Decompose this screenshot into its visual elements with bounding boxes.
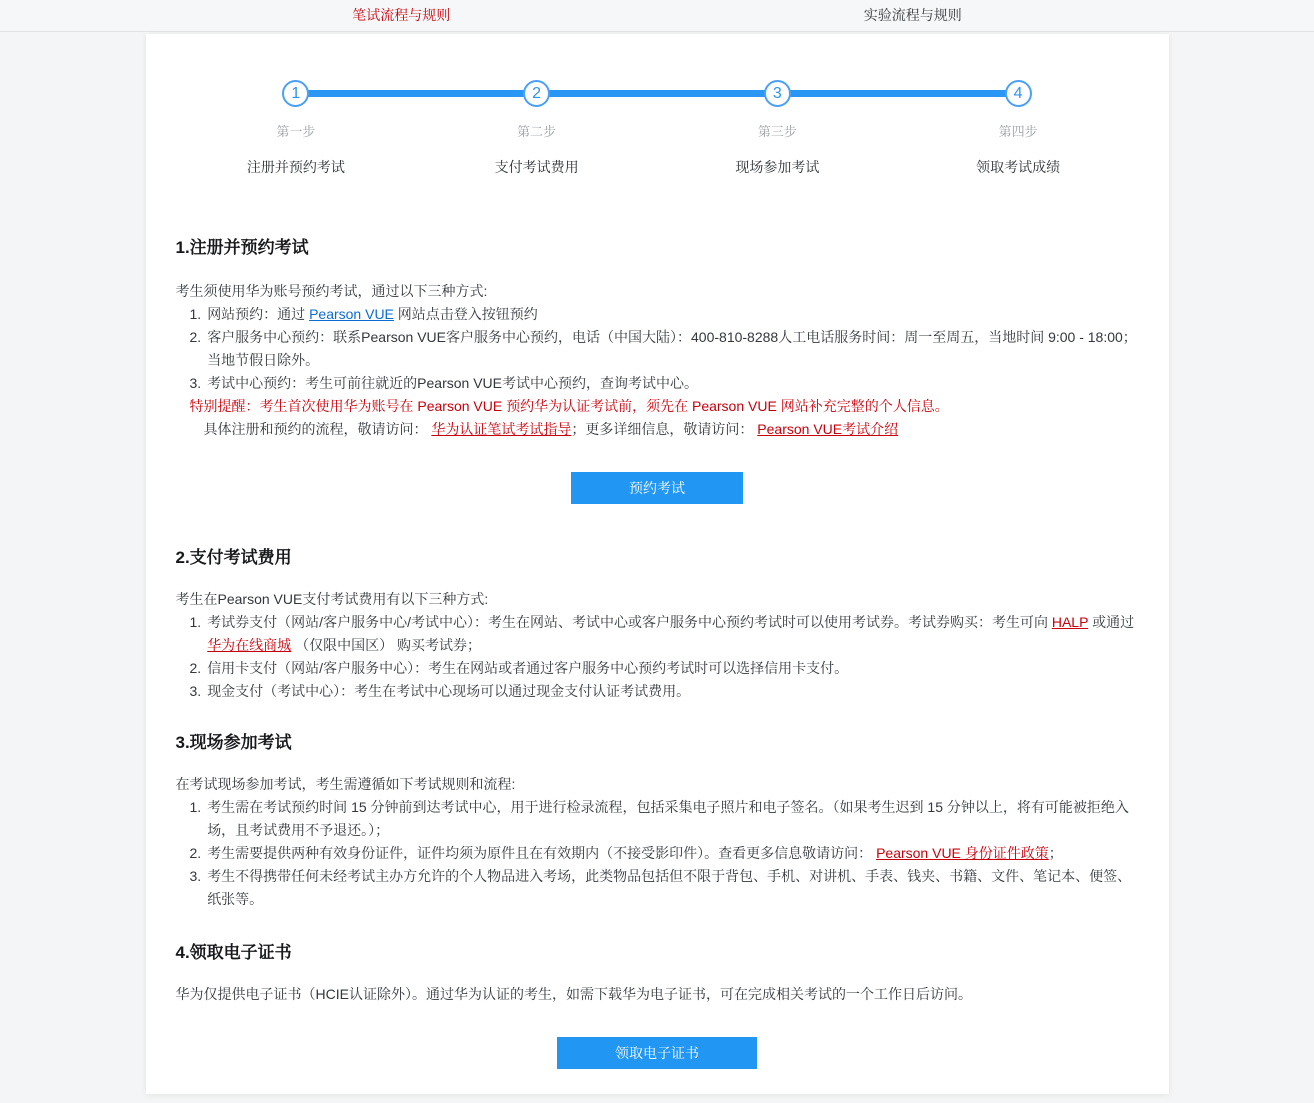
list-item-number: 3. bbox=[189, 683, 202, 699]
list-item-text: 考生需在考试预约时间 15 分钟前到达考试中心，用于进行检录流程，包括采集电子照片和电子签名。（如果考生迟到 15 分钟以上，将有可能被拒绝入场，且考试费用不予退还。）； bbox=[207, 799, 1129, 838]
section-2-title: 2.支付考试费用 bbox=[175, 548, 292, 567]
step-2-label: 第二步 bbox=[517, 124, 557, 139]
list-item bbox=[176, 326, 1139, 372]
list-item bbox=[176, 372, 1139, 395]
list-item-text: 客户服务中心预约：联系Pearson VUE客户服务中心预约，电话（中国大陆）：400-810-8288人工电话服务时间：周一至周五，当地时间 9:00 - 18:00；当地节假日除外。 bbox=[207, 329, 1137, 368]
list-item bbox=[176, 680, 1139, 703]
pearson-vue-link[interactable]: Pearson VUE bbox=[309, 306, 394, 322]
written-exam-guide-link[interactable]: 华为认证笔试考试指导 bbox=[431, 421, 572, 437]
get-ecert-button[interactable]: 领取电子证书 bbox=[557, 1037, 757, 1069]
step-2-circle: 2 bbox=[523, 80, 550, 107]
list-item-text: 信用卡支付（网站/客户服务中心）：考生在网站或者通过客户服务中心预约考试时可以选择信用卡支付。 bbox=[207, 660, 849, 676]
section-1-title: 1.注册并预约考试 bbox=[175, 238, 309, 257]
step-3-circle: 3 bbox=[764, 80, 791, 107]
list-item-number: 2. bbox=[189, 845, 202, 861]
section-2-intro: 考生在Pearson VUE支付考试费用有以下三种方式: bbox=[175, 591, 489, 607]
special-reminder: 特别提醒：考生首次使用华为账号在 Pearson VUE 预约华为认证考试前，须先在 Pearson VUE 网站补充完整的个人信息。 bbox=[189, 398, 949, 414]
step-3-label: 第三步 bbox=[757, 124, 797, 139]
book-exam-button[interactable]: 预约考试 bbox=[571, 472, 743, 504]
list-item-text: 考试券支付（网站/客户服务中心/考试中心）：考生在网站、考试中心或客户服务中心预约考试时可以使用考试券。考试券购买：考生可向 HALP 或通过 华为在线商城 （仅限中国区） 购买考试券； bbox=[207, 614, 1135, 653]
list-item-number: 1. bbox=[189, 306, 202, 322]
step-1-circle: 1 bbox=[282, 80, 309, 107]
id-policy-link[interactable]: Pearson VUE 身份证件政策 bbox=[876, 845, 1049, 861]
list-item-number: 2. bbox=[189, 329, 202, 345]
step-3 bbox=[657, 80, 898, 177]
list-item-number: 2. bbox=[189, 660, 202, 676]
content-card bbox=[146, 34, 1169, 1094]
pearson-vue-exam-intro-link[interactable]: Pearson VUE考试介绍 bbox=[757, 421, 899, 437]
list-item bbox=[176, 865, 1139, 911]
step-1-name: 注册并预约考试 bbox=[246, 159, 345, 175]
step-2 bbox=[416, 80, 657, 177]
list-item bbox=[176, 657, 1139, 680]
list-item-number: 3. bbox=[189, 868, 202, 884]
section-1-list bbox=[176, 303, 1139, 395]
halp-link[interactable]: HALP bbox=[1051, 614, 1089, 630]
tab-lab-exam-rules[interactable]: 实验流程与规则 bbox=[863, 7, 962, 23]
list-item bbox=[176, 611, 1139, 657]
section-4-paragraph: 华为仅提供电子证书（HCIE认证除外）。通过华为认证的考生，如需下载华为电子证书，可在完成相关考试的一个工作日后访问。 bbox=[175, 986, 972, 1002]
tab-written-exam-rules[interactable]: 笔试流程与规则 bbox=[352, 7, 451, 23]
section-3-list bbox=[176, 796, 1139, 911]
step-4-label: 第四步 bbox=[998, 124, 1038, 139]
step-1-label: 第一步 bbox=[276, 124, 316, 139]
section-3-title: 3.现场参加考试 bbox=[175, 733, 292, 752]
list-item bbox=[176, 796, 1139, 842]
top-tab-bar bbox=[0, 0, 1314, 32]
list-item bbox=[176, 842, 1139, 865]
list-item-text: 网站预约：通过 Pearson VUE 网站点击登入按钮预约 bbox=[207, 306, 538, 322]
list-item bbox=[176, 303, 1139, 326]
section-2-list bbox=[176, 611, 1139, 703]
step-4 bbox=[898, 80, 1139, 177]
exam-process-stepper bbox=[176, 80, 1139, 177]
section-1-intro: 考生须使用华为账号预约考试，通过以下三种方式: bbox=[175, 283, 488, 299]
list-item-number: 1. bbox=[189, 614, 202, 630]
step-1 bbox=[176, 80, 417, 177]
section-4-title: 4.领取电子证书 bbox=[175, 943, 292, 962]
section-3-intro: 在考试现场参加考试，考生需遵循如下考试规则和流程: bbox=[175, 776, 516, 792]
step-4-name: 领取考试成绩 bbox=[976, 159, 1061, 175]
step-4-circle: 4 bbox=[1005, 80, 1032, 107]
list-item-text: 考生需要提供两种有效身份证件，证件均须为原件且在有效期内（不接受影印件）。查看更多信息敬请访问： Pearson VUE 身份证件政策； bbox=[207, 845, 1063, 861]
list-item-text: 考生不得携带任何未经考试主办方允许的个人物品进入考场，此类物品包括但不限于背包、手机、对讲机、手表、钱夹、书籍、文件、笔记本、便签、纸张等。 bbox=[207, 868, 1132, 907]
more-info-line: 具体注册和预约的流程，敬请访问： 华为认证笔试考试指导；更多详细信息，敬请访问： Pearson VUE考试介绍 bbox=[203, 421, 899, 437]
list-item-text: 考试中心预约：考生可前往就近的Pearson VUE考试中心预约，查询考试中心。 bbox=[207, 375, 699, 391]
huawei-online-mall-link[interactable]: 华为在线商城 bbox=[207, 637, 292, 653]
list-item-text: 现金支付（考试中心）：考生在考试中心现场可以通过现金支付认证考试费用。 bbox=[207, 683, 691, 699]
step-2-name: 支付考试费用 bbox=[494, 159, 579, 175]
step-3-name: 现场参加考试 bbox=[735, 159, 820, 175]
list-item-number: 1. bbox=[189, 799, 202, 815]
list-item-number: 3. bbox=[189, 375, 202, 391]
